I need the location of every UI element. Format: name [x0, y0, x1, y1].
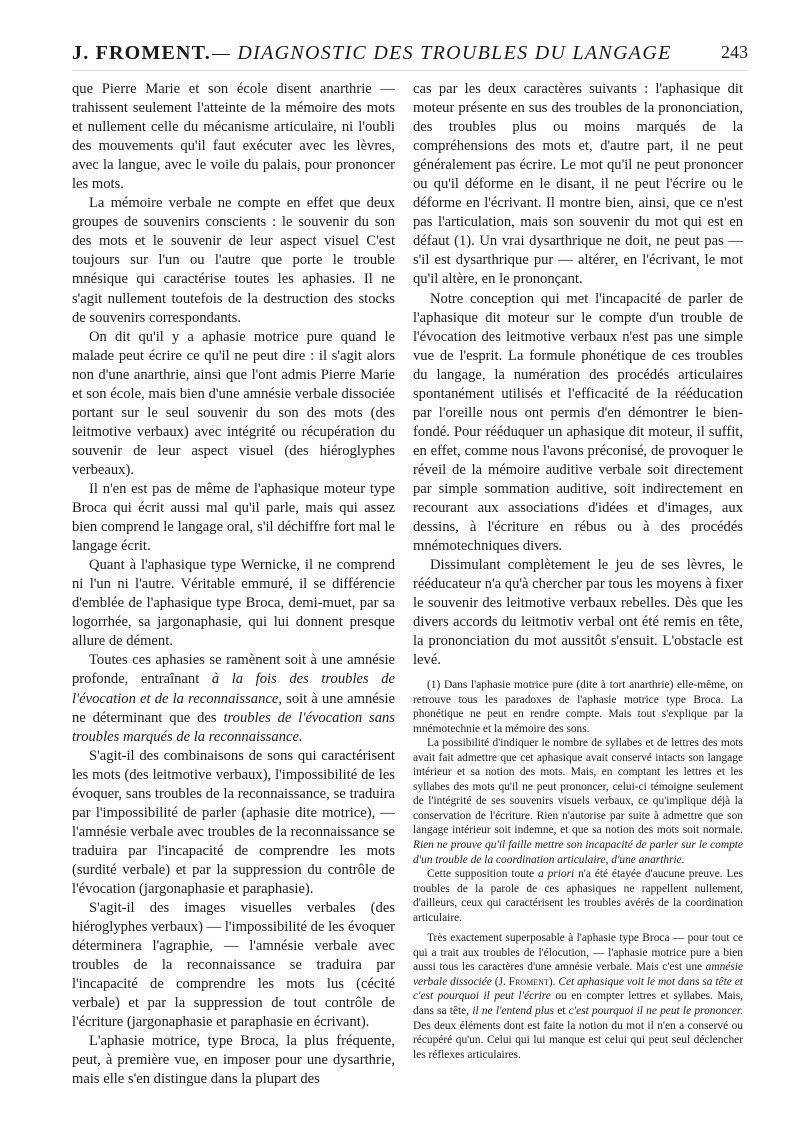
- text-run: soit à une amnésie ne déterminant que des: [72, 690, 395, 726]
- right-column: [413, 80, 743, 670]
- left-column: [72, 80, 395, 1089]
- text-run: ou en compter lettres et syllabes. Mais, dans sa tête,: [413, 990, 743, 1018]
- paragraph: Quant à l'aphasique type Wernicke, il ne comprend ni l'un ni l'autre. Véritable emmuré, il se différencie d'emblée de l'aphasique type Broca, demi-muet, par sa logorrhée, sa jargonaphasie, qui lui donnent presque allure de dément.: [72, 557, 395, 650]
- footnote: [413, 931, 743, 1062]
- footnote: [413, 736, 743, 867]
- emphasis-text: troubles de l'évocation sans troubles marqués de la reconnaissance.: [72, 709, 395, 745]
- footnote: (1) Dans l'aphasie motrice pure (dite à tort anarthrie) elle-même, on retrouve tous les paradoxes de l'aphasie motrice type Broca. La phonétique ne peut en rendre compte. Mais tout s'explique par la mnémotechnie et la mémoire des sons.: [413, 679, 743, 735]
- paragraph: S'agit-il des images visuelles verbales (des hiéroglyphes verbaux) — l'impossibilité de les évoquer déterminera l'agraphie, — l'amnésie verbale avec troubles de la reconnaissance se traduira par l'incapacité de comprendre les mots lus (cécité verbale) et par la suppression de tout contrôle de l'écriture (jargonaphasie et paraphasie en écrivant).: [72, 900, 395, 1031]
- text-run: Toutes ces aphasies se ramènent soit à une amnésie profonde, entraînant: [72, 652, 395, 688]
- paragraph: S'agit-il des combinaisons de sons qui caractérisent les mots (des leitmotive verbaux), l'impossibilité de les évoquer, sans troubles de la reconnaissance, se traduira par l'impossibilité de parler (aphasie dite motrice), — l'amnésie verbale avec troubles de la reconnaissance se traduira par l'incapacité de comprendre les mots (surdité verbale) et par la suppression du contrôle de l'évocation (jargonaphasie et paraphasie).: [72, 747, 395, 897]
- emphasis-text: c'est pourquoi il ne peut le prononcer.: [568, 1005, 743, 1018]
- paragraph: Dissimulant complètement le jeu de ses lèvres, le rééducateur n'a qu'à chercher par tous les moyens à fixer le souvenir des leitmotive verbaux rebelles. Dès que les divers accords du leitmotiv verbal ont été remis en tête, la prononciation du mot aussitôt s'ensuit. L'obstacle est levé.: [413, 557, 743, 669]
- paragraph: Notre conception qui met l'incapacité de parler de l'aphasique dit moteur sur le compte d'un trouble de l'évocation des leitmotive verbaux n'est pas une simple vue de l'esprit. La formule phonétique de ces troubles du langage, la numération des procédés articulaires spontanément utilisés et l'efficacité de la rééducation par l'oreille nous ont permis d'en démontrer le bien-fondé. Pour rééduquer un aphasique dit moteur, il suffit, en effet, comme nous l'avons préconisé, de provoquer le réveil de la mémoire auditive verbale soit directement par simple sommation auditive, soit indirectement en recourant aux associations d'idées et d'images, aux dessins, à l'écriture en rébus ou à des procédés mnémotechniques divers.: [413, 290, 743, 555]
- running-header: [72, 42, 748, 71]
- paragraph: L'aphasie motrice, type Broca, la plus fréquente, peut, à première vue, en imposer pour une dysarthrie, mais elle s'en distingue dans la plupart des: [72, 1033, 395, 1088]
- footnote: [413, 867, 743, 925]
- footnotes: [413, 678, 743, 1062]
- text-run: Cette supposition toute: [427, 868, 535, 881]
- text-run: et: [557, 1005, 566, 1018]
- text-run: Des deux éléments dont est faite la notion du mot il n'en a conservé ou récupéré qu'un. Celui qui lui manque est celui qui peut seul déclencher les réflexes articulaires.: [413, 1019, 743, 1061]
- page-number: 243: [721, 42, 748, 62]
- paragraph: Il n'en est pas de même de l'aphasique moteur type Broca qui écrit aussi mal qu'il parle, mais qui assez bien comprend le langage oral, s'il déchiffre fort mal le langage écrit.: [72, 480, 395, 555]
- author-citation: (J. Froment).: [494, 975, 556, 988]
- emphasis-text: il ne l'entend plus: [472, 1005, 554, 1018]
- paragraph: [72, 651, 395, 746]
- text-run: Très exactement superposable à l'aphasie type Broca — pour tout ce qui a trait aux troubles de l'élocution, — l'aphasie motrice pure a bien aussi tous les caractères d'une amnésie verbale. Mais c'est une: [413, 932, 743, 974]
- paragraph: On dit qu'il y a aphasie motrice pure quand le malade peut écrire ce qu'il ne peut dire : il s'agit alors non d'une anarthrie, ainsi que l'ont admis Pierre Marie et son école, mais bien d'une amnésie verbale dissociée portant sur le seul souvenir du son des mots (des leitmotive verbaux) avec intégrité ou récupération du souvenir de leur aspect visuel (des hiéroglyphes verbeaux).: [72, 328, 395, 478]
- emphasis-text: à la fois des troubles de l'évocation et de la reconnaissance,: [72, 671, 396, 707]
- emphasis-text: amnésie verbale dissociée: [413, 961, 743, 988]
- paragraph: La mémoire verbale ne compte en effet que deux groupes de souvenirs conscients : le souvenir du son des mots et le souvenir de leur aspect visuel C'est toujours sur l'un ou l'autre que porte le trouble mnésique qui caractérise toutes les aphasies. Il ne s'agit nullement toutefois de la destruction des stocks de souvenirs correspondants.: [72, 195, 395, 326]
- paragraph: que Pierre Marie et son école disent anarthrie — trahissent seulement l'atteinte de la mémoire des mots et nullement celle du mécanisme articulaire, ni l'oubli des mouvements qu'il faut exécuter avec les lèvres, avec la langue, avec le voile du palais, pour prononcer les mots.: [72, 81, 395, 193]
- text-run: n'a été étayée d'aucune preuve. Les troubles de la parole de ces aphasiques ne rappellent nullement, d'ailleurs, ceux qui caractérisent les troubles avérés de la coordination articulaire.: [413, 868, 743, 924]
- paragraph: cas par les deux caractères suivants : l'aphasique dit moteur présente en sus des troubles de la prononciation, des troubles plus ou moins marqués de la compréhensions des mots et, d'autre part, il ne peut généralement pas écrire. Le mot qu'il ne peut prononcer ou qu'il déforme en le disant, il ne peut l'écrire ou le déforme en l'écrivant. Il montre bien, ainsi, que ce n'est pas l'articulation, mais son souvenir du mot qui est en défaut (1). Un vrai dysarthrique ne doit, ne peut pas — s'il est dysarthrique pur — altérer, en l'écrivant, le mot qu'il altère, en le prononçant.: [413, 81, 743, 288]
- header-author: J. FROMENT.: [72, 42, 211, 64]
- text-run: La possibilité d'indiquer le nombre de syllabes et de lettres des mots avait fait admettre que cet aphasique avait conservé intacts son langage intérieur et sa notion des mots. Mais, en comptant les lettres et les syllabes des mots qu'il ne peut prononcer, celui-ci témoigne seulement de l'intégrité de ses souvenirs visuels verbaux, ce qu'implique déjà la conservation de l'écriture. Rien n'autorise par suite à admettre que son langage intérieur soit indemne, et que sa notion des mots soit normale.: [413, 737, 743, 837]
- emphasis-text: Rien ne prouve qu'il faille mettre son incapacité de parler sur le compte d'un trouble de la coordination articulaire, d'une anarthrie.: [413, 839, 743, 866]
- emphasis-text: a priori: [538, 868, 575, 881]
- header-title: — DIAGNOSTIC DES TROUBLES DU LANGAGE: [212, 42, 672, 64]
- emphasis-text: Cet aphasique voit le mot dans sa tête et c'est pourquoi il peut l'écrire: [413, 975, 743, 1003]
